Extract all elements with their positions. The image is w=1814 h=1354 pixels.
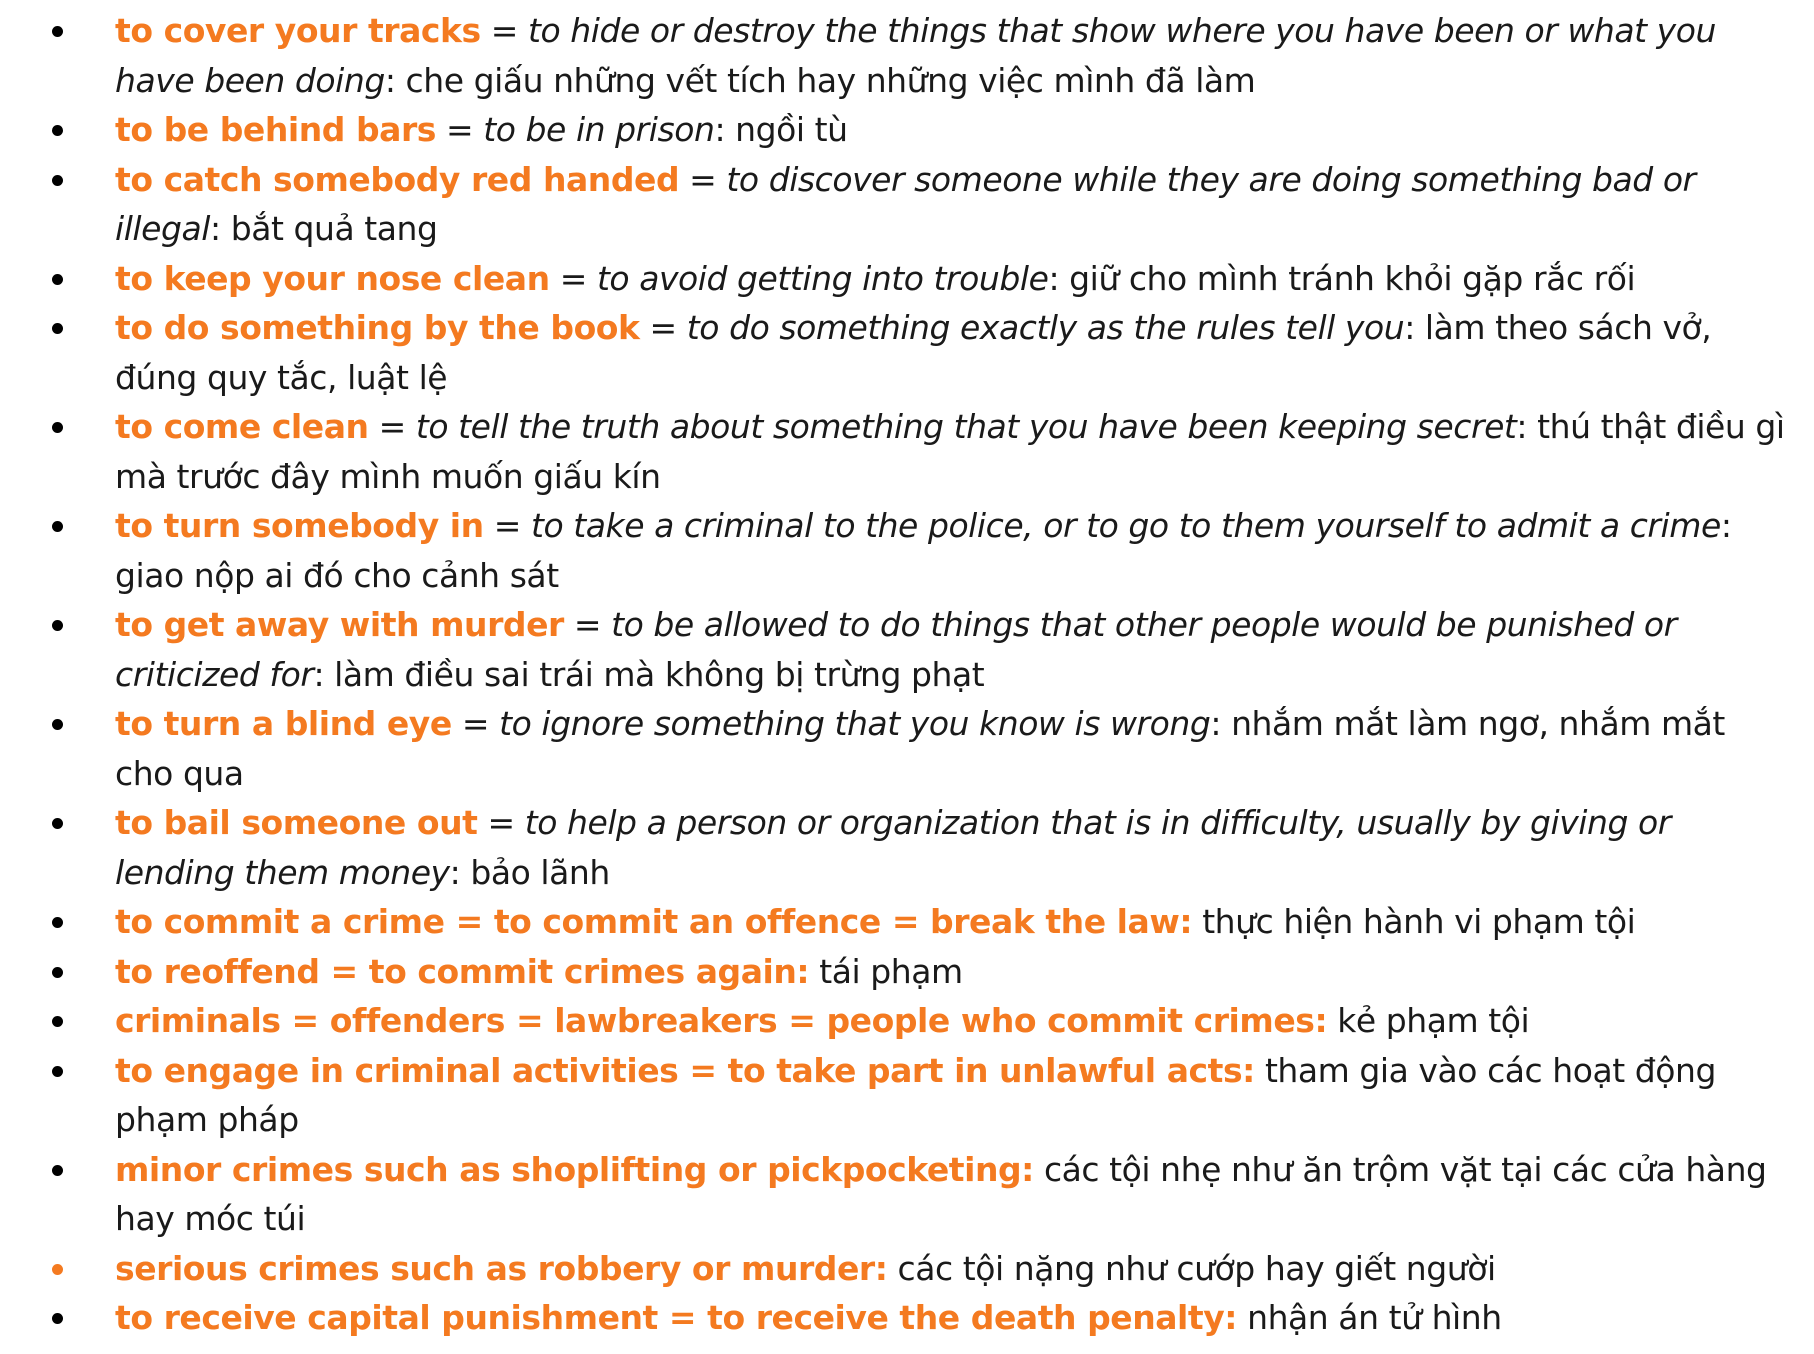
list-item bbox=[0, 303, 1790, 402]
list-item bbox=[0, 155, 1790, 254]
list-item bbox=[0, 600, 1790, 699]
list-item bbox=[0, 798, 1790, 897]
term: to be behind bars bbox=[115, 110, 436, 149]
list-item bbox=[0, 105, 1790, 155]
definition: to avoid getting into trouble bbox=[596, 258, 1049, 298]
bullet-icon bbox=[52, 1066, 63, 1077]
definition: to be in prison bbox=[483, 110, 715, 149]
definition: to take a criminal to the police, or to go to them yourself to admit a crime bbox=[531, 506, 1721, 545]
term: to receive capital punishment = to receive the death penalty: bbox=[115, 1298, 1238, 1337]
separator: = bbox=[549, 258, 597, 298]
translation: : ngồi tù bbox=[714, 110, 848, 149]
translation: : che giấu những vết tích hay những việc mình đã làm bbox=[384, 60, 1256, 100]
translation: : làm điều sai trái mà không bị trừng phạt bbox=[313, 654, 985, 694]
bullet-icon bbox=[52, 917, 63, 928]
bullet-icon bbox=[52, 1264, 63, 1275]
separator: = bbox=[563, 605, 612, 644]
translation: : giao nộp ai đó cho cảnh sát bbox=[115, 506, 1732, 595]
list-item bbox=[0, 1244, 1790, 1294]
translation: : làm theo sách vở, đúng quy tắc, luật lệ bbox=[115, 308, 1712, 397]
translation: các tội nặng như cướp hay giết người bbox=[887, 1248, 1496, 1288]
list-item bbox=[0, 996, 1790, 1046]
term: serious crimes such as robbery or murder: bbox=[115, 1248, 888, 1288]
term: to cover your tracks bbox=[115, 11, 481, 50]
bullet-icon bbox=[52, 818, 63, 829]
separator: = bbox=[477, 803, 525, 842]
translation: : bảo lãnh bbox=[449, 852, 610, 892]
term: minor crimes such as shoplifting or pickpocketing: bbox=[115, 1149, 1034, 1189]
translation: các tội nhẹ như ăn trộm vặt tại các cửa hàng hay móc túi bbox=[115, 1149, 1767, 1238]
translation: tái phạm bbox=[809, 951, 963, 991]
list-item bbox=[0, 402, 1790, 501]
separator: = bbox=[368, 407, 416, 446]
bullet-icon bbox=[52, 1313, 63, 1324]
definition: to ignore something that you know is wrong bbox=[499, 704, 1211, 743]
definition: to help a person or organization that is in difficulty, usually by giving or lending them money bbox=[115, 803, 1671, 892]
translation: : thú thật điều gì mà trước đây mình muốn giấu kín bbox=[115, 407, 1785, 496]
list-item bbox=[0, 1046, 1790, 1145]
separator: = bbox=[451, 704, 500, 743]
list-item bbox=[0, 6, 1790, 105]
term: to keep your nose clean bbox=[115, 258, 550, 298]
term: to reoffend = to commit crimes again: bbox=[115, 951, 810, 991]
term: to turn a blind eye bbox=[115, 704, 452, 743]
bullet-icon bbox=[52, 323, 63, 334]
term: to come clean bbox=[115, 407, 369, 446]
definition: to tell the truth about something that you have been keeping secret bbox=[415, 407, 1517, 446]
translation: : giữ cho mình tránh khỏi gặp rắc rối bbox=[1048, 258, 1636, 298]
vocabulary-list bbox=[0, 6, 1790, 1343]
definition: to do something exactly as the rules tell you bbox=[686, 308, 1405, 347]
bullet-icon bbox=[52, 521, 63, 532]
bullet-icon bbox=[52, 26, 63, 37]
bullet-icon bbox=[52, 175, 63, 186]
bullet-icon bbox=[52, 719, 63, 730]
list-item bbox=[0, 501, 1790, 600]
translation: : nhắm mắt làm ngơ, nhắm mắt cho qua bbox=[115, 704, 1725, 793]
list-item bbox=[0, 1145, 1790, 1244]
list-item bbox=[0, 254, 1790, 304]
bullet-icon bbox=[52, 967, 63, 978]
bullet-icon bbox=[52, 274, 63, 285]
translation: : bắt quả tang bbox=[210, 209, 438, 248]
list-item bbox=[0, 947, 1790, 997]
bullet-icon bbox=[52, 1016, 63, 1027]
separator: = bbox=[436, 110, 484, 149]
list-item bbox=[0, 699, 1790, 798]
separator: = bbox=[639, 308, 687, 347]
definition: to hide or destroy the things that show where you have been or what you have been doing bbox=[115, 11, 1716, 100]
term: to catch somebody red handed bbox=[115, 159, 680, 199]
translation: thực hiện hành vi phạm tội bbox=[1192, 902, 1636, 941]
translation: kẻ phạm tội bbox=[1327, 1001, 1530, 1040]
list-item bbox=[0, 1293, 1790, 1343]
separator: = bbox=[679, 159, 727, 199]
term: to get away with murder bbox=[115, 605, 564, 644]
bullet-icon bbox=[52, 422, 63, 433]
separator: = bbox=[483, 506, 531, 545]
term: to do something by the book bbox=[115, 308, 640, 347]
list-item bbox=[0, 897, 1790, 947]
term: to commit a crime = to commit an offence = break the law: bbox=[115, 902, 1193, 941]
term: criminals = offenders = lawbreakers = people who commit crimes: bbox=[115, 1001, 1328, 1040]
translation: tham gia vào các hoạt động phạm pháp bbox=[115, 1050, 1716, 1139]
definition: to discover someone while they are doing something bad or illegal bbox=[115, 159, 1696, 248]
term: to engage in criminal activities = to take part in unlawful acts: bbox=[115, 1050, 1255, 1090]
bullet-icon bbox=[52, 1165, 63, 1176]
translation: nhận án tử hình bbox=[1237, 1298, 1502, 1337]
bullet-icon bbox=[52, 620, 63, 631]
separator: = bbox=[480, 11, 529, 50]
definition: to be allowed to do things that other people would be punished or criticized for bbox=[115, 605, 1677, 694]
term: to turn somebody in bbox=[115, 506, 484, 545]
term: to bail someone out bbox=[115, 803, 478, 842]
bullet-icon bbox=[52, 125, 63, 136]
